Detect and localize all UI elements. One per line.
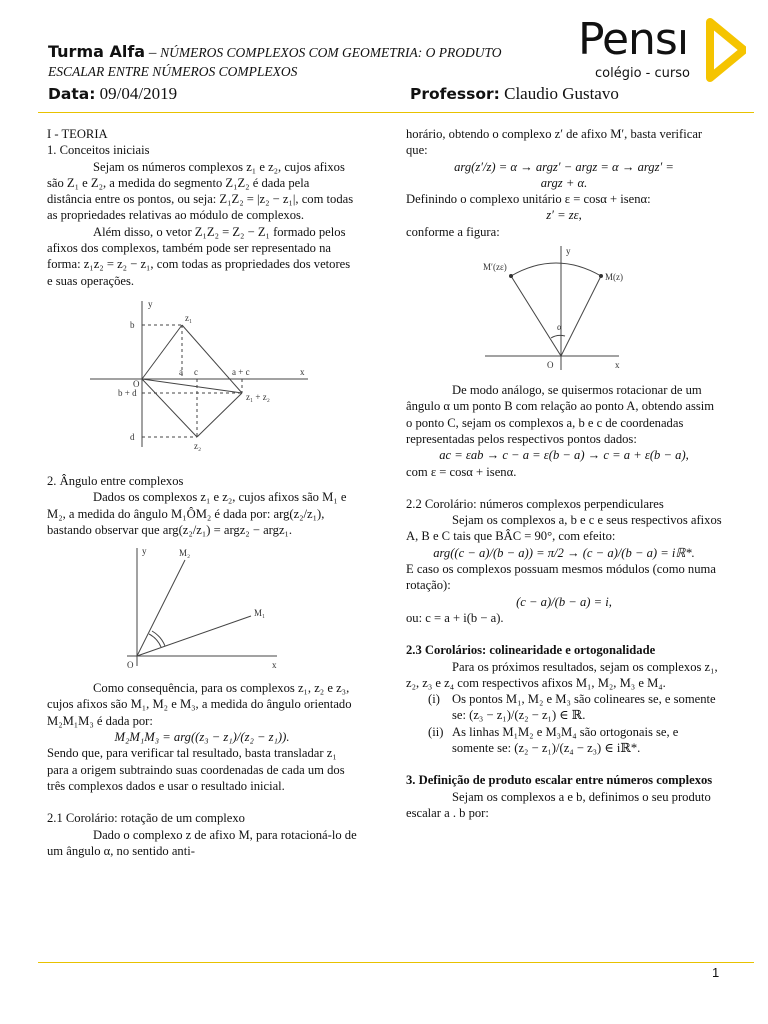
paragraph-oriented-angle: Como consequência, para os complexos z₁, z₂ e z₃, cujos afixos são M₁, M₂ e M₃, a medida do ângulo orientado M₂M₁M₃ é dada por: xyxy=(47,681,352,728)
equation-perpendicular: arg((c − a)/(b − a)) = π/2 → (c − a)/(b − a) = iℝ*. xyxy=(433,545,695,560)
pensi-logo xyxy=(578,14,744,94)
paragraph-scalar-product: Sejam os complexos a e b, definimos o seu produto escalar a . b por: xyxy=(406,789,711,820)
fig2-origin-label: O xyxy=(127,660,134,671)
fig1-z1-label: z₁ xyxy=(185,312,193,323)
date-block xyxy=(48,84,177,104)
list-item xyxy=(406,724,722,757)
subject-line-1: NÚMEROS COMPLEXOS COM GEOMETRIA: O PRODUTO xyxy=(160,45,502,60)
fig3-mprime-label: M′(zε) xyxy=(483,262,507,273)
play-arrow-icon xyxy=(706,18,746,82)
paragraph-analog-rotation: De modo análogo, se quisermos rotacionar de um ângulo α um ponto B com relação ao ponto A, obtendo assim o ponto C, sejam os complexos a, b e c de coordenadas representadas pelos respectivos pontos dados: xyxy=(406,383,715,446)
date-value: 09/04/2019 xyxy=(99,84,178,103)
fig1-z2-label: z₂ xyxy=(194,440,202,451)
section-title-theory: I - TEORIA xyxy=(47,127,108,141)
list-item-text: Os pontos M₁, M₂ e M₃ são colineares se, e somente se: (z₃ − z₁)/(z₂ − z₁) ∈ ℝ. xyxy=(452,692,716,723)
paragraph-perpendicular: Sejam os complexos a, b e c e seus respectivos afixos A, B e C tais que BÂC = 90°, com efeito: xyxy=(406,513,722,544)
fig1-x-label: x xyxy=(300,366,305,377)
paragraph-translation: Sendo que, para verificar tal resultado, basta transladar z₁ para a origem subtraindo suas coordenadas de cada um dos três complexos dados e usar o resultado inicial. xyxy=(47,746,345,793)
equation-arg-rotation: arg(z′/z) = α → argz′ − argz = α → argz′ = xyxy=(454,159,674,174)
header-divider xyxy=(38,112,754,113)
fig1-bd-label: b + d xyxy=(118,387,137,398)
professor-value: Claudio Gustavo xyxy=(504,84,619,103)
section-title-collinear: 2.3 Corolários: colinearidade e ortogonalidade xyxy=(406,643,656,658)
list-item-text: As linhas M₁M₂ e M₃M₄ são ortogonais se, e somente se: (z₂ − z₁)/(z₄ − z₃) ∈ iℝ*. xyxy=(452,724,679,756)
paragraph-epsilon: com ε = cosα + isenα. xyxy=(406,464,517,479)
fig1-ac-label: a + c xyxy=(232,366,250,377)
fig3-alpha-label: α xyxy=(557,322,562,333)
paragraph-figure-ref: conforme a figura: xyxy=(406,224,500,239)
figure-rotation xyxy=(479,240,649,376)
equation-ratio-i: (c − a)/(b − a) = i, xyxy=(516,594,612,609)
section-title-concepts: 1. Conceitos iniciais xyxy=(47,143,150,158)
list-item-number: (ii) xyxy=(428,724,444,739)
equation-arg-rotation-2: argz + α. xyxy=(540,175,588,190)
paragraph-c-result: ou: c = a + i(b − a). xyxy=(406,610,504,625)
subject-line-2: ESCALAR ENTRE NÚMEROS COMPLEXOS xyxy=(48,64,298,79)
fig1-z1z2-label: z₁ + z₂ xyxy=(246,391,270,402)
equation-z-prime: z′ = zε, xyxy=(546,208,582,223)
figure-angle xyxy=(117,544,287,674)
list-item-number: (i) xyxy=(428,692,440,707)
paragraph-vector: Além disso, o vetor Z₁Z₂ = Z₂ − Z₁ formado pelos afixos dos complexos, também pode ser representado na forma: z₁z₂ = z₂ − z₁, com todas as propriedades dos vetores e suas operações. xyxy=(47,224,351,288)
fig1-c-label: c xyxy=(194,366,198,377)
fig3-origin-label: O xyxy=(547,360,554,371)
figure-vector-sum xyxy=(82,297,322,457)
paragraph-same-modulus: E caso os complexos possuam mesmos módulos (como numa rotação): xyxy=(406,562,716,593)
logo-wordmark: Pensı xyxy=(578,14,689,65)
left-column xyxy=(47,126,357,859)
fig2-y-label: y xyxy=(142,546,147,557)
fig2-x-label: x xyxy=(272,660,277,671)
paragraph-rotation: Dado o complexo z de afixo M, para rotacioná-lo de um ângulo α, no sentido anti- xyxy=(47,827,357,858)
fig2-m1-label: M₁ xyxy=(254,608,266,619)
paragraph-collinear-intro: Para os próximos resultados, sejam os complexos z₁, z₂, z₃ e z₄ com respectivos afixos M₁, M₂, M₃ e M₄. xyxy=(406,659,718,690)
fig3-m-label: M(z) xyxy=(605,272,623,283)
section-title-perpendicular: 2.2 Corolário: números complexos perpendiculares xyxy=(406,496,664,511)
fig3-x-label: x xyxy=(615,360,620,371)
logo-subtitle: colégio - curso xyxy=(595,66,690,81)
right-column xyxy=(406,126,722,821)
class-name: Turma Alfa xyxy=(48,42,146,61)
section-title-angle: 2. Ângulo entre complexos xyxy=(47,473,184,488)
list-item xyxy=(406,691,722,724)
footer-divider xyxy=(38,962,754,963)
fig1-d-label: d xyxy=(130,431,135,442)
paragraph-unit-complex: Definindo o complexo unitário ε = cosα + isenα: xyxy=(406,192,651,207)
professor-label: Professor: xyxy=(410,85,500,103)
section-title-rotation: 2.1 Corolário: rotação de um complexo xyxy=(47,811,245,826)
title-dash: – xyxy=(145,45,161,61)
page-number: 1 xyxy=(712,965,720,980)
section-title-scalar-product: 3. Definição de produto escalar entre números complexos xyxy=(406,773,713,788)
paragraph-segment: Sejam os números complexos z₁ e z₂, cujos afixos são Z₁ e Z₂, a medida do segmento Z₁Z₂ é dada pela distância entre os pontos, ou seja: Z₁Z₂ = |z₂ − z₁|, com todas as propriedades relativas ao módulo de complexos. xyxy=(47,159,354,223)
paragraph-rotation-cont: horário, obtendo o complexo z′ de afixo M′, basta verificar que: xyxy=(406,127,703,158)
fig1-origin-label: O xyxy=(133,378,140,389)
fig1-y-label: y xyxy=(148,298,153,309)
fig1-a-label: a xyxy=(179,366,183,377)
fig3-y-label: y xyxy=(566,246,571,257)
fig1-b-label: b xyxy=(130,319,135,330)
fig2-m2-label: M₂ xyxy=(179,548,191,559)
paragraph-angle: Dados os complexos z₁ e z₂, cujos afixos são M₁ e M₂, a medida do ângulo M₁ÔM₂ é dada por: arg(z₂/z₁), bastando observar que arg(z₂/z₁) = argz₂ − argz₁. xyxy=(47,490,347,537)
equation-oriented-angle: M₂M₁M₃ = arg((z₃ − z₁)/(z₂ − z₁)). xyxy=(114,730,290,745)
date-label: Data: xyxy=(48,85,96,103)
equation-rotation-point: ac = εab → c − a = ε(b − a) → c = a + ε(b − a), xyxy=(439,448,689,463)
